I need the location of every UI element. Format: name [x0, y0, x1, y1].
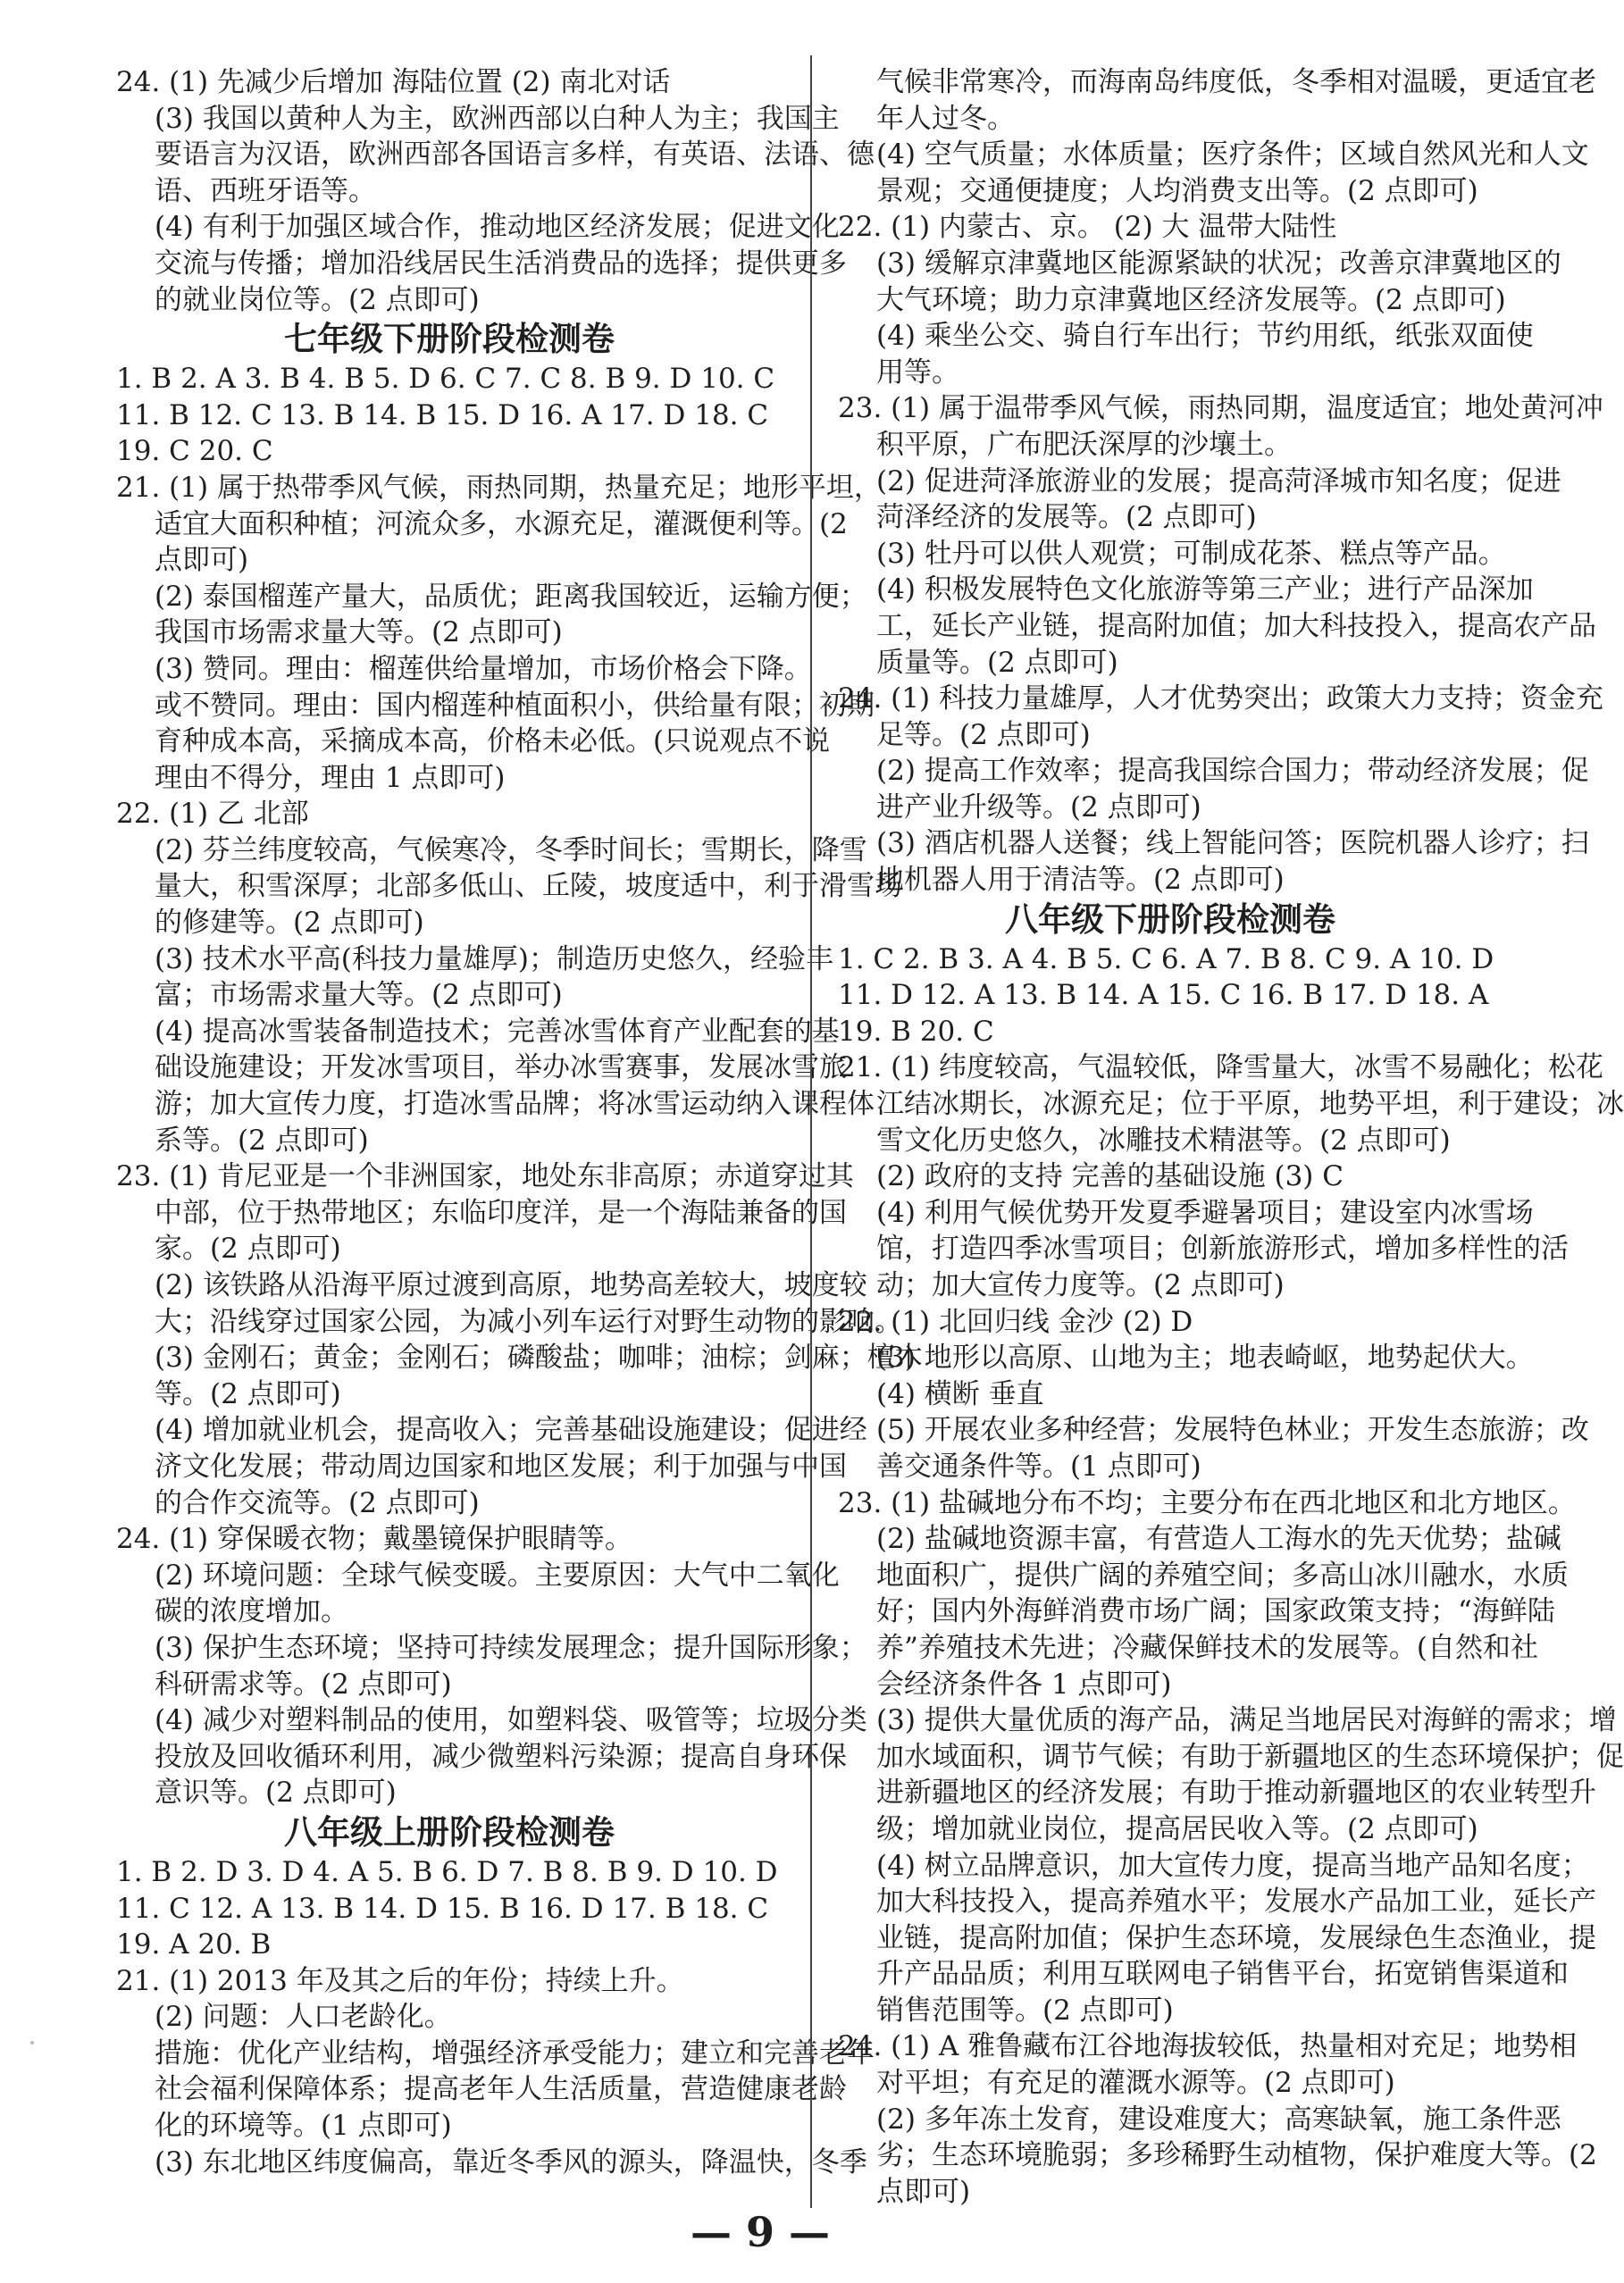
answer-line: 江结冰期长，冰源充足；位于平原，地势平坦，利于建设；冰 [876, 1088, 1624, 1121]
answer-line: 雪文化历史悠久，冰雕技术精湛等。(2 点即可) [876, 1124, 1451, 1157]
section-heading: 八年级上册阶段检测卷 [284, 1812, 615, 1852]
answer-line: 富；市场需求量大等。(2 点即可) [155, 979, 563, 1012]
answer-line: 大气环境；助力京津冀地区经济发展等。(2 点即可) [876, 283, 1506, 316]
answer-line: (4) 横断 垂直 [876, 1377, 1044, 1410]
answer-line: (4) 有利于加强区域合作，推动地区经济发展；促进文化 [155, 211, 840, 244]
answer-line: (3) 东北地区纬度偏高，靠近冬季风的源头，降温快，冬季 [155, 2145, 867, 2178]
answer-line: 积平原，广布肥沃深厚的沙壤土。 [876, 428, 1292, 461]
answer-line: (2) 该铁路从沿海平原过渡到高原，地势高差较大，坡度较 [155, 1269, 867, 1301]
answer-line: 气候非常寒冷，而海南岛纬度低，冬季相对温暖，更适宜老 [876, 66, 1596, 98]
answer-line: 投放及回收循环利用，减少微塑料污染源；提高自身环保 [155, 1740, 847, 1773]
answer-line: 24. (1) 科技力量雄厚，人才优势突出；政策大力支持；资金充 [838, 682, 1603, 715]
answer-line: 21. (1) 纬度较高，气温较低，降雪量大，冰雪不易融化；松花 [838, 1051, 1603, 1084]
answer-line: 用等。 [876, 355, 959, 389]
answer-line: 22. (1) 内蒙古、京。 (2) 大 温带大陆性 [838, 211, 1337, 244]
answer-line: 22. (1) 北回归线 金沙 (2) D [838, 1305, 1193, 1338]
answer-line: 进产业升级等。(2 点即可) [876, 790, 1201, 824]
answer-line: 22. (1) 乙 北部 [116, 798, 309, 831]
answer-line: (4) 积极发展特色文化旅游等第三产业；进行产品深加 [876, 573, 1534, 606]
answer-line: 语、西班牙语等。 [155, 174, 376, 207]
answer-line: (2) 环境问题：全球气候变暖。主要原因：大气中二氧化 [155, 1559, 840, 1592]
answer-line: (4) 树立品牌意识，加大宣传力度，提高当地产品知名度； [876, 1849, 1589, 1882]
answer-line: 养”养殖技术先进；冷藏保鲜技术的发展等。(自然和社 [876, 1631, 1538, 1664]
answer-line: (2) 泰国榴莲产量大，品质优；距离我国较近，运输方便； [155, 580, 867, 613]
answer-line: (3) 缓解京津冀地区能源紧缺的状况；改善京津冀地区的 [876, 247, 1561, 280]
answer-line: 的就业岗位等。(2 点即可) [155, 283, 480, 316]
answer-line: 19. C 20. C [116, 435, 273, 468]
answer-line: (4) 减少对塑料制品的使用，如塑料袋、吸管等；垃圾分类 [155, 1704, 867, 1737]
answer-line: (3) 我国以黄种人为主，欧洲西部以白种人为主；我国主 [155, 102, 840, 135]
answer-line: 游；加大宣传力度，打造冰雪品牌；将冰雪运动纳入课程体 [155, 1088, 875, 1121]
answer-line: 19. B 20. C [838, 1015, 994, 1048]
answer-line: 23. (1) 属于温带季风气候，雨热同期，温度适宜；地处黄河冲 [838, 392, 1603, 425]
answer-line: (2) 芬兰纬度较高，气候寒冷，冬季时间长；雪期长，降雪 [155, 833, 867, 866]
answer-line: 23. (1) 盐碱地分布不均；主要分布在西北地区和北方地区。 [838, 1486, 1576, 1519]
answer-line: 19. A 20. B [116, 1928, 272, 1961]
answer-line: 我国市场需求量大等。(2 点即可) [155, 616, 563, 649]
answer-line: (4) 利用气候优势开发夏季避暑项目；建设室内冰雪场 [876, 1196, 1534, 1229]
answer-line: 中部，位于热带地区；东临印度洋，是一个海陆兼备的国 [155, 1196, 847, 1229]
answer-line: 24. (1) A 雅鲁藏布江谷地海拔较低，热量相对充足；地势相 [838, 2030, 1578, 2063]
answer-line: 馆，打造四季冰雪项目；创新旅游形式，增加多样性的活 [876, 1233, 1569, 1266]
answer-line: 21. (1) 属于热带季风气候，雨热同期，热量充足；地形平坦， [116, 471, 882, 504]
answer-line: 等。(2 点即可) [155, 1377, 341, 1410]
answer-line: 地面积广，提供广阔的养殖空间；多高山冰川融水，水质 [876, 1559, 1569, 1592]
answer-line: 理由不得分，理由 1 点即可) [155, 761, 506, 794]
answer-line: 点即可) [155, 544, 249, 577]
answer-line: (2) 提高工作效率；提高我国综合国力；带动经济发展；促 [876, 755, 1589, 788]
answer-line: 系等。(2 点即可) [155, 1124, 369, 1157]
answer-line: 加大科技投入，提高养殖水平；发展水产品加工业，延长产 [876, 1886, 1596, 1919]
answer-line: 进新疆地区的经济发展；有助于推动新疆地区的农业转型升 [876, 1777, 1596, 1810]
answer-line: 工，延长产业链，提高附加值；加大科技投入，提高农产品 [876, 609, 1596, 642]
answer-line: 菏泽经济的发展等。(2 点即可) [876, 501, 1257, 534]
answer-line: (4) 提高冰雪装备制造技术；完善冰雪体育产业配套的基 [155, 1015, 840, 1048]
answer-line: 业链，提高附加值；保护生态环境，发展绿色生态渔业，提 [876, 1921, 1596, 1954]
answer-line: (5) 开展农业多种经营；发展特色林业；开发生态旅游；改 [876, 1414, 1589, 1447]
scan-speck [30, 2041, 34, 2045]
answer-line: 对平坦；有充足的灌溉水源等。(2 点即可) [876, 2067, 1395, 2100]
answer-line: 的合作交流等。(2 点即可) [155, 1486, 480, 1519]
answer-line: 景观；交通便捷度；人均消费支出等。(2 点即可) [876, 174, 1478, 207]
answer-line: 动；加大宣传力度等。(2 点即可) [876, 1269, 1285, 1301]
answer-line: 21. (1) 2013 年及其之后的年份；持续上升。 [116, 1964, 684, 1997]
answer-line: 大；沿线穿过国家公园，为减小列车运行对野生动物的影响。 [155, 1305, 902, 1338]
answer-line: 措施：优化产业结构，增强经济承受能力；建立和完善老年 [155, 2036, 875, 2070]
answer-line: (3) 保护生态环境；坚持可持续发展理念；提升国际形象； [155, 1631, 867, 1664]
answer-line: 1. C 2. B 3. A 4. B 5. C 6. A 7. B 8. C 9. A 10. D [838, 942, 1494, 975]
answer-line: 劣；生态环境脆弱；多珍稀野生动植物，保护难度大等。(2 [876, 2139, 1597, 2172]
answer-line: 意识等。(2 点即可) [155, 1777, 397, 1810]
answer-line: 24. (1) 穿保暖衣物；戴墨镜保护眼睛等。 [116, 1523, 632, 1556]
answer-line: (3) 地形以高原、山地为主；地表崎岖，地势起伏大。 [876, 1342, 1534, 1375]
answer-line: 育种成本高，采摘成本高，价格未必低。(只说观点不说 [155, 725, 831, 758]
answer-line: (4) 增加就业机会，提高收入；完善基础设施建设；促进经 [155, 1414, 867, 1447]
answer-line: (3) 赞同。理由：榴莲供给量增加，市场价格会下降。 [155, 652, 812, 685]
right-column [838, 64, 1624, 2210]
answer-line: 升产品品质；利用互联网电子销售平台，拓宽销售渠道和 [876, 1958, 1569, 1991]
answer-line: 的修建等。(2 点即可) [155, 907, 424, 940]
answer-line: 23. (1) 肯尼亚是一个非洲国家，地处东非高原；赤道穿过其 [116, 1160, 854, 1193]
answer-line: (2) 问题：人口老龄化。 [155, 2001, 452, 2034]
answer-line: (2) 盐碱地资源丰富，有营造人工海水的先天优势；盐碱 [876, 1523, 1561, 1556]
answer-line: 科研需求等。(2 点即可) [155, 1668, 452, 1701]
section-heading: 七年级下册阶段检测卷 [284, 320, 615, 359]
answer-line: 质量等。(2 点即可) [876, 646, 1118, 679]
answer-line: 足等。(2 点即可) [876, 718, 1091, 751]
answer-line: (2) 促进菏泽旅游业的发展；提高菏泽城市知名度；促进 [876, 464, 1561, 498]
column-divider [810, 55, 812, 2208]
answer-line: 适宜大面积种植；河流众多，水源充足，灌溉便利等。(2 [155, 507, 848, 540]
answer-line: 要语言为汉语，欧洲西部各国语言多样，有英语、法语、德 [155, 138, 875, 171]
answer-line: 级；增加就业岗位，提高居民收入等。(2 点即可) [876, 1812, 1478, 1845]
section-heading: 八年级下册阶段检测卷 [1005, 899, 1335, 939]
page-number: — 9 — [690, 2208, 831, 2256]
answer-line: 会经济条件各 1 点即可) [876, 1668, 1172, 1701]
answer-line: 济文化发展；带动周边国家和地区发展；利于加强与中国 [155, 1450, 847, 1483]
answer-line: 11. C 12. A 13. B 14. D 15. B 16. D 17. B 18. C [116, 1892, 769, 1925]
answer-line: 好；国内外海鲜消费市场广阔；国家政策支持；“海鲜陆 [876, 1595, 1555, 1628]
answer-line: (3) 金刚石；黄金；金刚石；磷酸盐；咖啡；油棕；剑麻；檀木 [155, 1342, 923, 1375]
answer-line: 1. B 2. D 3. D 4. A 5. B 6. D 7. B 8. B 9. D 10. D [116, 1855, 778, 1888]
answer-line: 础设施建设；开发冰雪项目，举办冰雪赛事，发展冰雪旅 [155, 1051, 847, 1084]
answer-line: 11. B 12. C 13. B 14. B 15. D 16. A 17. D 18. C [116, 398, 769, 431]
answer-line: (2) 政府的支持 完善的基础设施 (3) C [876, 1160, 1344, 1193]
answer-line: 点即可) [876, 2175, 971, 2208]
answer-line: 24. (1) 先减少后增加 海陆位置 (2) 南北对话 [116, 66, 671, 98]
answer-line: 年人过冬。 [876, 102, 1015, 135]
answer-line: (2) 多年冻土发育，建设难度大；高寒缺氧，施工条件恶 [876, 2103, 1561, 2136]
answer-line: (3) 酒店机器人送餐；线上智能问答；医院机器人诊疗；扫 [876, 827, 1589, 860]
answer-line: 地机器人用于清洁等。(2 点即可) [876, 864, 1285, 897]
answer-line: 量大，积雪深厚；北部多低山、丘陵，坡度适中，利于滑雪场 [155, 870, 902, 903]
answer-line: (3) 技术水平高(科技力量雄厚)；制造历史悠久，经验丰 [155, 942, 833, 975]
answer-line: (4) 乘坐公交、骑自行车出行；节约用纸，纸张双面使 [876, 320, 1534, 353]
answer-line: (4) 空气质量；水体质量；医疗条件；区域自然风光和人文 [876, 138, 1589, 171]
answer-line: 家。(2 点即可) [155, 1233, 341, 1266]
answer-line: (3) 牡丹可以供人观赏；可制成花茶、糕点等产品。 [876, 537, 1506, 570]
answer-line: 交流与传播；增加沿线居民生活消费品的选择；提供更多 [155, 247, 847, 280]
answer-line: 化的环境等。(1 点即可) [155, 2110, 452, 2143]
answer-line: 销售范围等。(2 点即可) [876, 1994, 1174, 2027]
answer-line: 1. B 2. A 3. B 4. B 5. D 6. C 7. C 8. B 9. D 10. C [116, 363, 775, 396]
answer-line: 善交通条件等。(1 点即可) [876, 1450, 1201, 1483]
answer-line: 加水域面积，调节气候；有助于新疆地区的生态环境保护；促 [876, 1740, 1624, 1773]
answer-line: 11. D 12. A 13. B 14. A 15. C 16. B 17. D 18. A [838, 979, 1489, 1012]
answer-line: 社会福利保障体系；提高老年人生活质量，营造健康老龄 [155, 2073, 847, 2106]
answer-line: 或不赞同。理由：国内榴莲种植面积小，供给量有限；初期 [155, 689, 875, 722]
answer-line: 碳的浓度增加。 [155, 1595, 348, 1628]
answer-line: (3) 提供大量优质的海产品，满足当地居民对海鲜的需求；增 [876, 1704, 1617, 1737]
